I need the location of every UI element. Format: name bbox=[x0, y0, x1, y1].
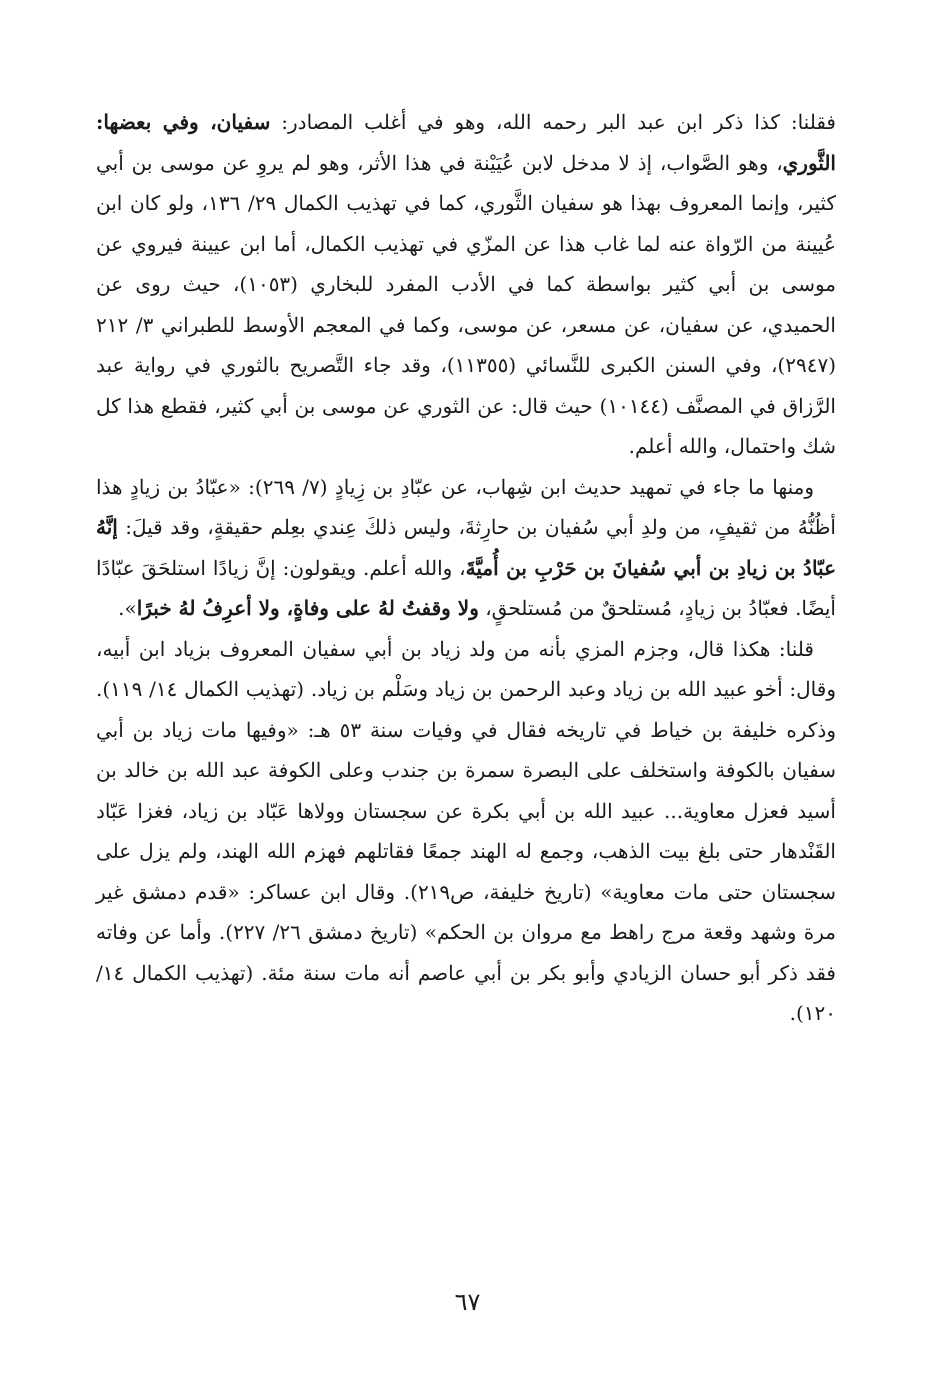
text-segment: ، والله أعلم. ويقولون: إنَّ زيادًا استلحَقَ عبّادًا أيضًا. فعبّادُ بن زيادٍ، مُستلحقٌ من مُستلحقٍ، bbox=[96, 555, 836, 620]
paragraph-3 bbox=[96, 629, 836, 1034]
text-segment: ، وهو الصَّواب، إذ لا مدخل لابن عُيَيْنة في هذا الأثر، وهو لم يروِ عن موسى بن أبي كثير، وإنما المعروف بهذا هو سفيان الثَّوري، كما في تهذيب الكمال ٢٩/ ١٣٦، ولو كان ابن عُيينة من الرّواة عنه لما غاب هذا عن المزّي في تهذيب الكمال، أما ابن عيينة فيروي عن موسى بن أبي كثير بواسطة كما في الأدب المفرد للبخاري (١٠٥٣)، حيث روى عن الحميدي، عن سفيان، عن مسعر، عن موسى، وكما في المعجم الأوسط للطبراني ٣/ ٢١٢ (٢٩٤٧)، وفي السنن الكبرى للنَّسائي (١١٣٥٥)، وقد جاء التَّصريح بالثوري في رواية عبد الرَّزاق في المصنَّف (١٠١٤٤) حيث قال: عن الثوري عن موسى بن أبي كثير، فقطع هذا كل شك واحتمال، والله أعلم. bbox=[96, 150, 836, 458]
paragraph-2 bbox=[96, 467, 836, 629]
body-text bbox=[96, 102, 836, 1034]
text-segment: فقلنا: كذا ذكر ابن عبد البر رحمه الله، وهو في أغلب المصادر: bbox=[270, 110, 836, 134]
text-segment: ومنها ما جاء في تمهيد حديث ابن شِهاب، عن عبّادِ بن زِيادٍ (٧/ ٢٦٩): «عبّادُ بن زيادٍ هذا أظُنُّهُ من ثقيفٍ، من ولدِ أبي سُفيان بن حارِثةَ، وليس ذلكَ عِندي بعِلم حقيقةٍ، وقد قيلَ: bbox=[96, 474, 836, 539]
bold-text-segment: إنَّهُ عبّادُ بن زيادِ بن أبي سُفيانَ بن حَرْبِ بن أُميَّةَ bbox=[96, 515, 837, 580]
bold-text-segment: سفيان، وفي بعضها: الثَّوري bbox=[96, 110, 836, 175]
page-number: ٦٧ bbox=[454, 1288, 481, 1316]
text-segment: قلنا: هكذا قال، وجزم المزي بأنه من ولد زياد بن أبي سفيان المعروف بزياد ابن أبيه، وقال: أخو عبيد الله بن زياد وعبد الرحمن بن زياد وسَلْم بن زياد. (تهذيب الكمال ١٤/ ١١٩). وذكره خليفة بن خياط في تاريخه فقال في وفيات سنة ٥٣ هـ: «وفيها مات زياد بن أبي سفيان بالكوفة واستخلف على البصرة سمرة بن جندب وعلى الكوفة عبد الله بن خالد بن أسيد فعزل معاوية... عبيد الله بن أبي بكرة عن سجستان وولاها عَبّاد بن زياد، فغزا عَبّاد القَنْدهار حتى بلغ بيت الذهب، وجمع له الهند جمعًا فقاتلهم فهزم الله الهند، ولم يزل على سجستان حتى مات معاوية» (تاريخ خليفة، ص٢١٩). وقال ابن عساكر: «قدم دمشق غير مرة وشهد وقعة مرج راهط مع مروان بن الحكم» (تاريخ دمشق ٢٦/ ٢٢٧). وأما عن وفاته فقد ذكر أبو حسان الزيادي وأبو بكر بن أبي عاصم أنه مات سنة مئة. (تهذيب الكمال ١٤/ ١٢٠). bbox=[96, 636, 836, 1025]
paragraph-1 bbox=[96, 102, 836, 467]
text-segment: ». bbox=[118, 596, 137, 620]
bold-text-segment: ولا وقفتُ لهُ على وفاةٍ، ولا أعرِفُ لهُ خبرًا bbox=[136, 596, 479, 620]
